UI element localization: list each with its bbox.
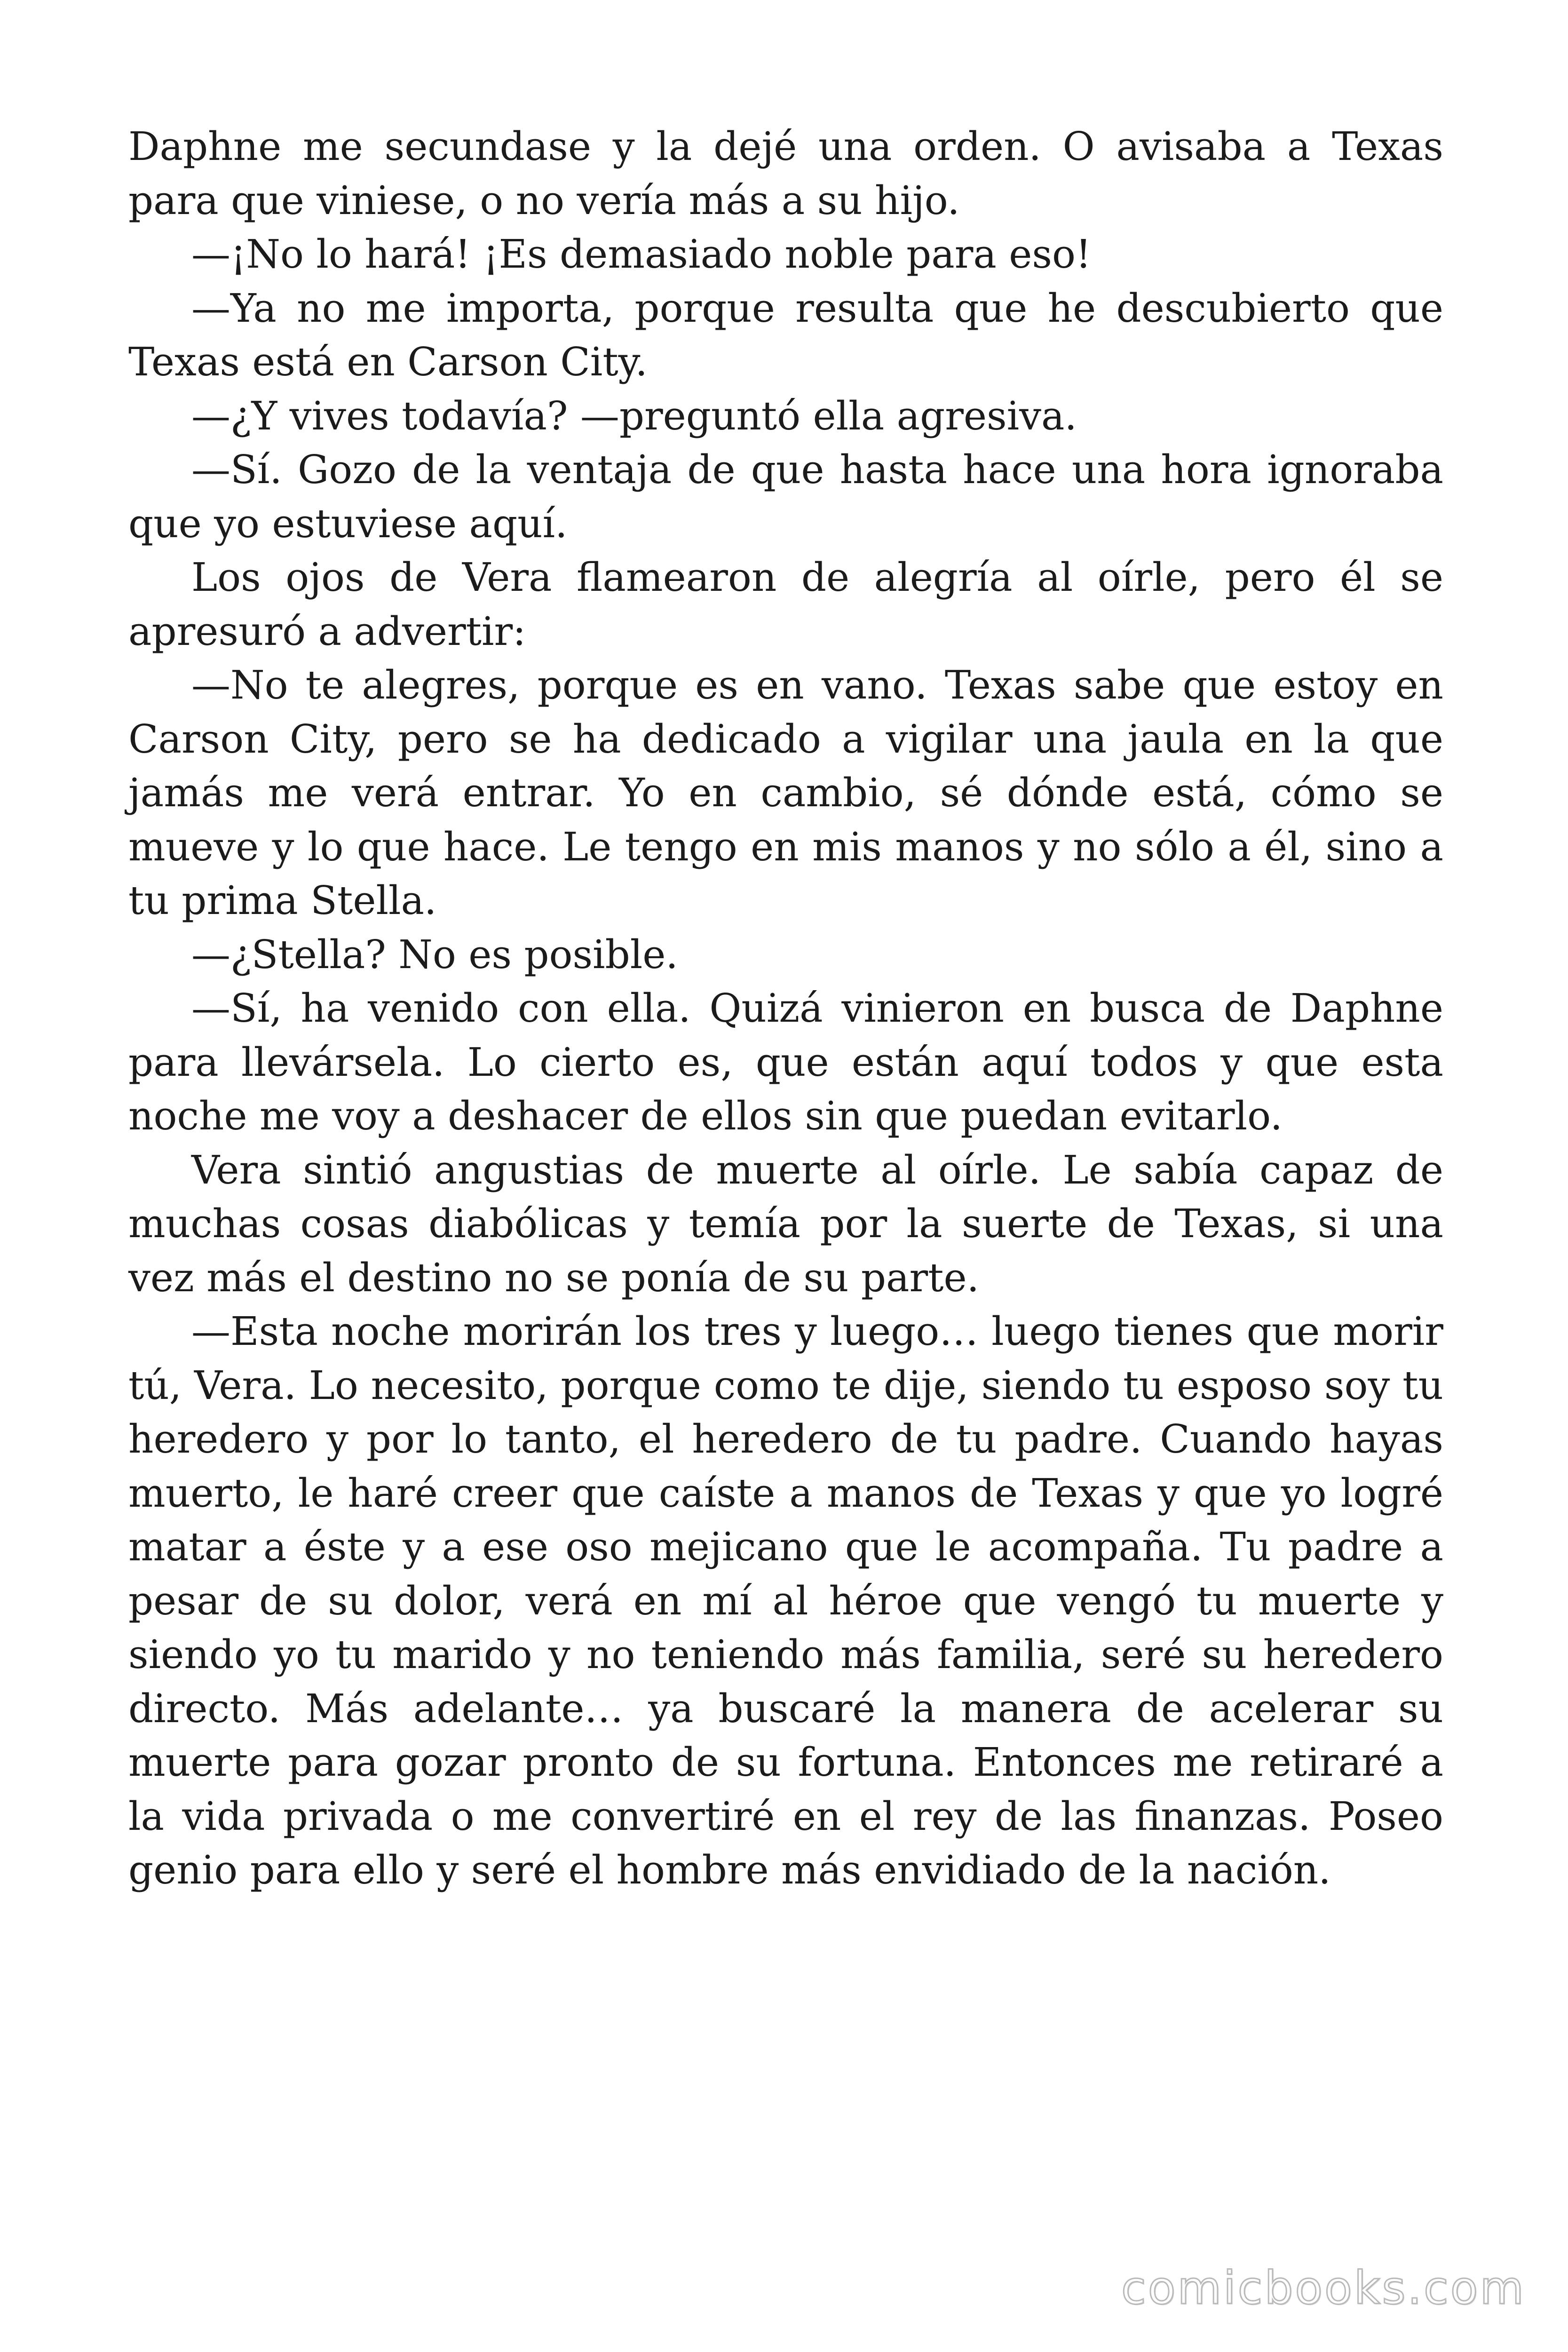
paragraph: —¡No lo hará! ¡Es demasiado noble para eso!: [191, 231, 1092, 277]
paragraph: Vera sintió angustias de muerte al oírle. Le sabía capaz de muchas cosas diabólicas y temía por la suerte de Texas, si una vez más el destino no se ponía de su parte.: [128, 1147, 1443, 1301]
paragraph: Los ojos de Vera flamearon de alegría al oírle, pero él se apresuró a advertir:: [128, 555, 1443, 654]
paragraph: —Sí. Gozo de la ventaja de que hasta hace una hora ignoraba que yo estuviese aquí.: [128, 447, 1443, 547]
paragraph: —No te alegres, porque es en vano. Texas sabe que estoy en Carson City, pero se ha dedicado a vigilar una jaula en la que jamás me verá entrar. Yo en cambio, sé dónde está, cómo se mueve y lo que hace. Le tengo en mis manos y no sólo a él, sino a tu prima Stella.: [128, 662, 1443, 923]
page-body-text: [128, 120, 1443, 1898]
paragraph: Daphne me secundase y la dejé una orden. O avisaba a Texas para que viniese, o no vería más a su hijo.: [128, 124, 1443, 223]
paragraph: —¿Y vives todavía? —preguntó ella agresiva.: [191, 393, 1077, 439]
paragraph: —¿Stella? No es posible.: [191, 931, 678, 977]
paragraph: —Ya no me importa, porque resulta que he descubierto que Texas está en Carson City.: [128, 285, 1443, 385]
paragraph: —Esta noche morirán los tres y luego… luego tienes que morir tú, Vera. Lo necesito, porque como te dije, siendo tu esposo soy tu heredero y por lo tanto, el heredero de tu padre. Cuando hayas muerto, le haré creer que caíste a manos de Texas y que yo logré matar a éste y a ese oso mejicano que le acompaña. Tu padre a pesar de su dolor, verá en mí al héroe que vengó tu muerte y siendo yo tu marido y no teniendo más familia, seré su heredero directo. Más adelante… ya buscaré la manera de acelerar su muerte para gozar pronto de su fortuna. Entonces me retiraré a la vida privada o me convertiré en el rey de las finanzas. Poseo genio para ello y seré el hombre más envidiado de la nación.: [128, 1309, 1443, 1893]
paragraph: —Sí, ha venido con ella. Quizá vinieron en busca de Daphne para llevársela. Lo cierto es, que están aquí todos y que esta noche me voy a deshacer de ellos sin que puedan evitarlo.: [128, 985, 1443, 1139]
watermark: comicbooks.com: [1121, 2262, 1526, 2314]
